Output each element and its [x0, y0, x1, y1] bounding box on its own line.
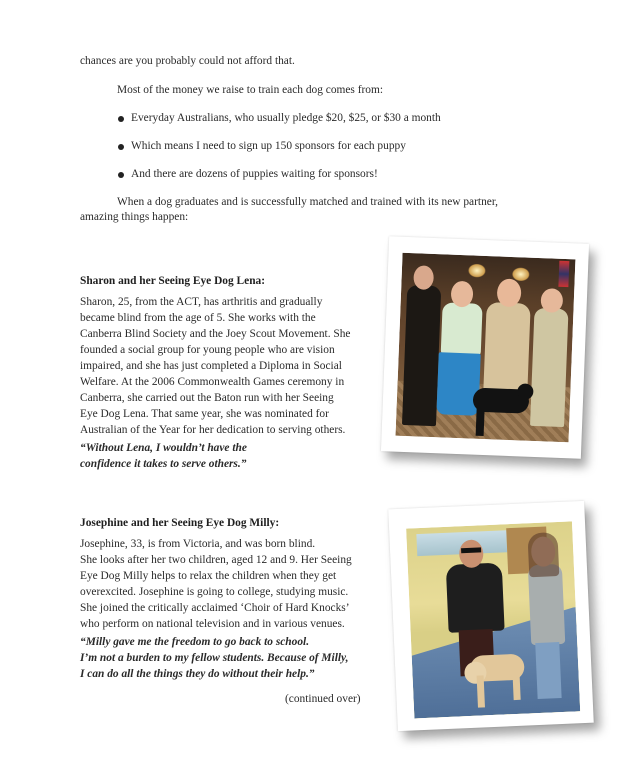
body-line: impaired, and she has just completed a Diploma in Social — [80, 360, 342, 372]
bullet-text: And there are dozens of puppies waiting for sponsors! — [131, 168, 378, 180]
bullet-text: Which means I need to sign up 150 sponsors for each puppy — [131, 140, 406, 152]
body-line: who perform on national television and in various venues. — [80, 618, 345, 630]
story-heading: Sharon and her Seeing Eye Dog Lena: — [80, 275, 266, 287]
photo-frame-josephine — [388, 501, 593, 731]
body-line: She joined the critically acclaimed ‘Choir of Hard Knocks’ — [80, 602, 350, 614]
body-line: founded a social group for young people who are vision — [80, 344, 335, 356]
body-line: She looks after her two children, aged 12 and 9. Her Seeing — [80, 554, 352, 566]
quote-line: confidence it takes to serve others.” — [80, 458, 247, 470]
body-line: Eye Dog Lena. That same year, she was nominated for — [80, 408, 329, 420]
bullet-icon — [118, 116, 124, 122]
photo-frame-sharon — [381, 236, 589, 459]
body-line: Eye Dog Milly helps to relax the children when they get — [80, 570, 337, 582]
intro-line: chances are you probably could not afford that. — [80, 55, 295, 67]
continued-over-note: (continued over) — [285, 693, 361, 705]
body-line: Canberra, she carried out the Baton run with her Seeing — [80, 392, 334, 404]
bullet-icon — [118, 144, 124, 150]
bullet-icon — [118, 172, 124, 178]
quote-line: I can do all the things they do without their help.” — [80, 668, 315, 680]
graduates-line-continued: amazing things happen: — [80, 211, 189, 223]
quote-line: “Milly gave me the freedom to go back to school. — [80, 636, 310, 648]
bullet-text: Everyday Australians, who usually pledge $20, $25, or $30 a month — [131, 112, 441, 124]
money-source-line: Most of the money we raise to train each dog comes from: — [117, 84, 384, 96]
quote-line: I’m not a burden to my fellow students. Because of Milly, — [80, 652, 349, 664]
photo-sharon-and-lena — [396, 253, 576, 443]
photo-josephine-and-milly — [406, 521, 580, 718]
body-line: Australian of the Year for her dedication to serving others. — [80, 424, 346, 436]
graduates-line: When a dog graduates and is successfully matched and trained with its new partner, — [117, 196, 499, 208]
body-line: overexcited. Josephine is going to college, studying music. — [80, 586, 349, 598]
body-line: Sharon, 25, from the ACT, has arthritis and gradually — [80, 296, 323, 308]
quote-line: “Without Lena, I wouldn’t have the — [80, 442, 247, 454]
body-line: Canberra Blind Society and the Joey Scout Movement. She — [80, 328, 351, 340]
body-line: became blind from the age of 5. She works with the — [80, 312, 316, 324]
story-heading: Josephine and her Seeing Eye Dog Milly: — [80, 517, 280, 529]
body-line: Welfare. At the 2006 Commonwealth Games ceremony in — [80, 376, 345, 388]
body-line: Josephine, 33, is from Victoria, and was born blind. — [80, 538, 316, 550]
